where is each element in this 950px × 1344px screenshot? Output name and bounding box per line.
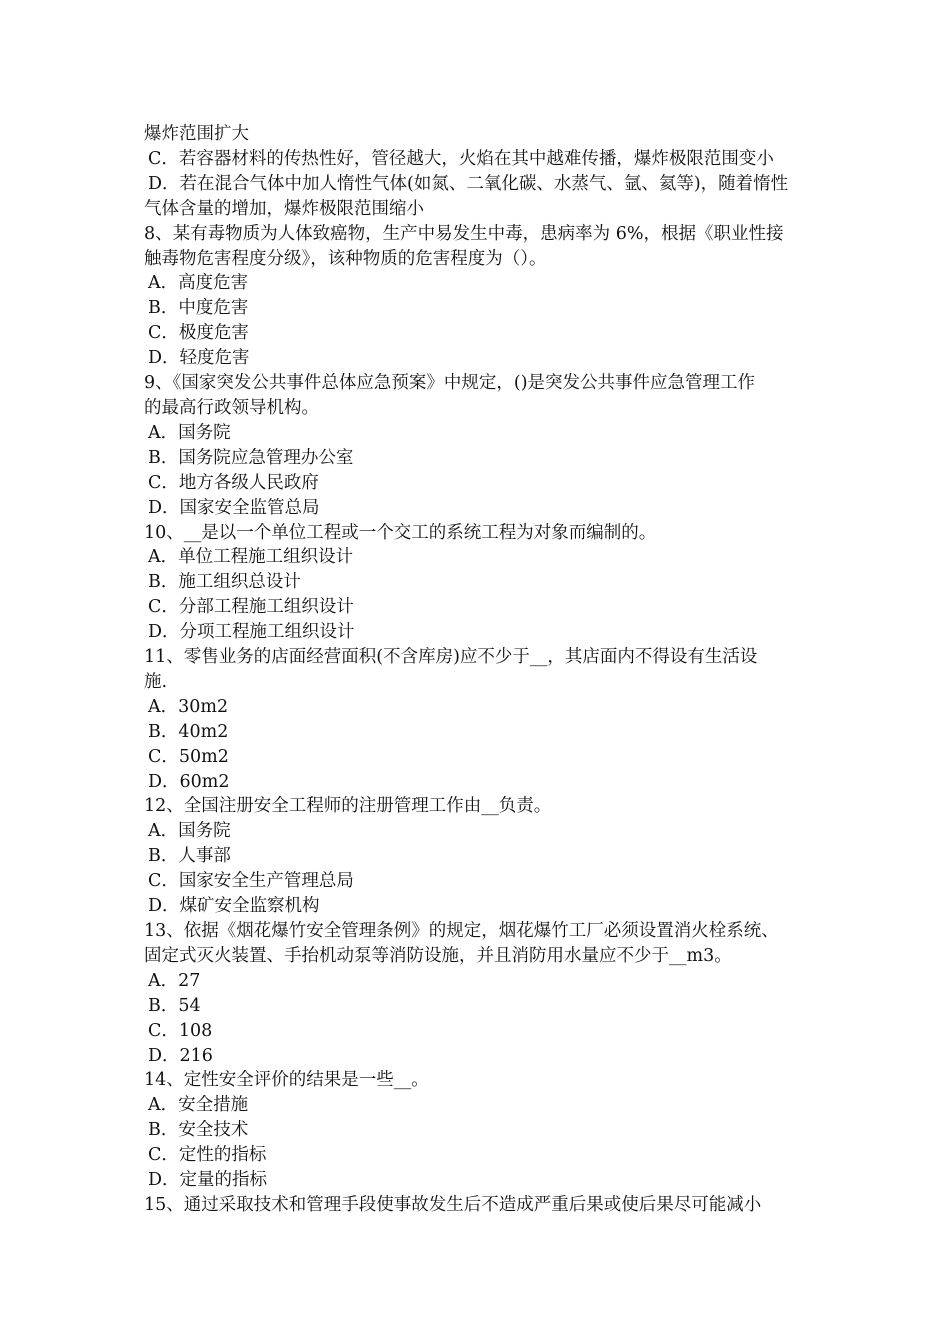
answer-option-line: C．分部工程施工组织设计: [148, 597, 354, 618]
answer-option-line: D．煤矿安全监察机构: [148, 896, 320, 917]
answer-option-line: A．27: [148, 970, 201, 991]
answer-option-line: A．国务院: [148, 821, 231, 842]
question-line: 10、__是以一个单位工程或一个交工的系统工程为对象而编制的。: [144, 522, 657, 543]
answer-option-line: D．60m2: [148, 771, 230, 792]
answer-option-line: A．30m2: [148, 696, 229, 717]
answer-option-line: B．施工组织总设计: [148, 572, 301, 593]
question-line: 12、全国注册安全工程师的注册管理工作由__负责。: [144, 796, 552, 817]
question-line: 8、某有毒物质为人体致癌物，生产中易发生中毒，患病率为 6%，根据《职业性接: [144, 223, 784, 244]
question-line: 15、通过采取技术和管理手段使事故发生后不造成严重后果或使后果尽可能减小: [144, 1194, 762, 1215]
answer-option-line: D．216: [148, 1045, 213, 1066]
answer-option-line: B．54: [148, 995, 201, 1016]
answer-option-line: D．国家安全监管总局: [148, 497, 320, 518]
answer-option-line: B．人事部: [148, 846, 231, 867]
answer-option-line: C．若容器材料的传热性好，管径越大，火焰在其中越难传播，爆炸极限范围变小: [148, 148, 774, 169]
answer-option-line: D．定量的指标: [148, 1170, 268, 1191]
question-line: 11、零售业务的店面经营面积(不含库房)应不少于__，其店面内不得设有生活设: [144, 647, 758, 668]
question-line: 9、《国家突发公共事件总体应急预案》中规定，()是突发公共事件应急管理工作: [144, 373, 756, 394]
answer-option-line: B．中度危害: [148, 298, 249, 319]
answer-option-line: C．108: [148, 1020, 213, 1041]
text-line: 气体含量的增加，爆炸极限范围缩小: [144, 198, 424, 219]
answer-option-line: B．国务院应急管理办公室: [148, 447, 354, 468]
text-line: 爆炸范围扩大: [144, 124, 249, 144]
answer-option-line: C．地方各级人民政府: [148, 472, 319, 493]
text-line: 的最高行政领导机构。: [144, 397, 319, 418]
answer-option-line: C．国家安全生产管理总局: [148, 871, 354, 892]
answer-option-line: B．40m2: [148, 721, 229, 742]
text-line: 触毒物危害程度分级》，该种物质的危害程度为（）。: [144, 248, 547, 269]
text-line: 施.: [144, 671, 168, 692]
answer-option-line: A．国务院: [148, 422, 231, 443]
answer-option-line: D．分项工程施工组织设计: [148, 622, 355, 643]
answer-option-line: C．50m2: [148, 746, 229, 767]
answer-option-line: B．安全技术: [148, 1120, 249, 1141]
answer-option-line: D．轻度危害: [148, 348, 250, 369]
document-page: [144, 122, 816, 1218]
text-line: 固定式灭火装置、手抬机动泵等消防设施，并且消防用水量应不少于__m3。: [144, 945, 732, 966]
answer-option-line: D．若在混合气体中加人惰性气体(如氮、二氧化碳、水蒸气、氩、氦等)，随着惰性: [148, 173, 789, 194]
question-line: 14、定性安全评价的结果是一些__。: [144, 1070, 429, 1091]
question-line: 13、依据《烟花爆竹安全管理条例》的规定，烟花爆竹工厂必须设置消火栓系统、: [144, 921, 779, 941]
answer-option-line: A．高度危害: [148, 273, 249, 294]
answer-option-line: A．单位工程施工组织设计: [148, 547, 354, 568]
answer-option-line: C．定性的指标: [148, 1145, 267, 1166]
answer-option-line: A．安全措施: [148, 1095, 249, 1116]
answer-option-line: C．极度危害: [148, 323, 249, 344]
